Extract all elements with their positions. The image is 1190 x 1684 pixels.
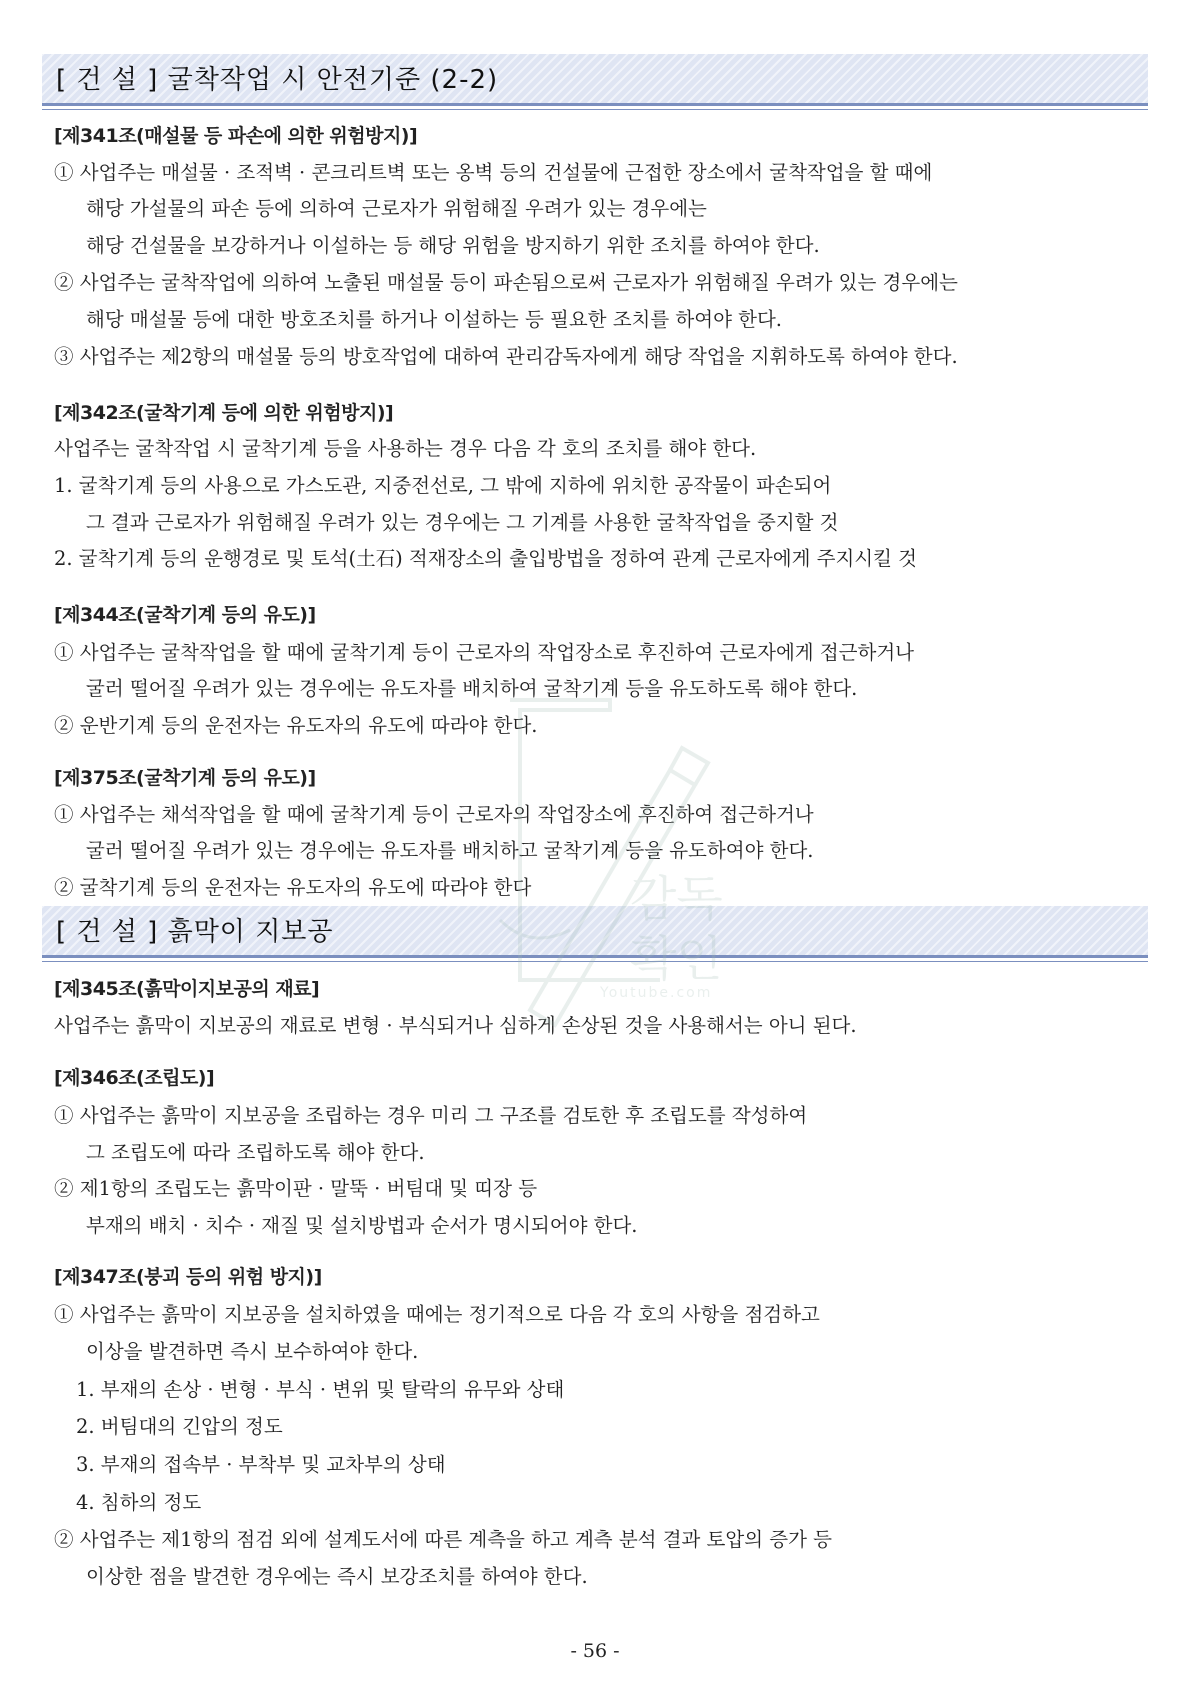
article-342-title: [제342조(굴착기계 등에 의한 위험방지)] <box>54 402 394 424</box>
article-344-line: ② 운반기계 등의 운전자는 유도자의 유도에 따라야 한다. <box>54 714 538 737</box>
article-346-line: 그 조립도에 따라 조립하도록 해야 한다. <box>86 1141 425 1164</box>
article-375-line: ② 굴착기계 등의 운전자는 유도자의 유도에 따라야 한다 <box>54 876 532 899</box>
article-344-title: [제344조(굴착기계 등의 유도)] <box>54 604 316 626</box>
article-346-title: [제346조(조립도)] <box>54 1067 215 1089</box>
article-375-title: [제375조(굴착기계 등의 유도)] <box>54 767 316 789</box>
section-title: [ 건 설 ] 흙막이 지보공 <box>56 917 334 947</box>
section-title: [ 건 설 ] 굴착작업 시 안전기준 (2-2) <box>56 65 499 95</box>
article-347-item: 4. 침하의 정도 <box>76 1491 202 1514</box>
article-344-line: ① 사업주는 굴착작업을 할 때에 굴착기계 등이 근로자의 작업장소로 후진하여 근로자에게 접근하거나 <box>54 641 915 664</box>
article-347-item: 3. 부재의 접속부 · 부착부 및 교차부의 상태 <box>76 1453 446 1476</box>
article-341-line: ③ 사업주는 제2항의 매설물 등의 방호작업에 대하여 관리감독자에게 해당 작업을 지휘하도록 하여야 한다. <box>54 345 958 368</box>
article-342-line: 1. 굴착기계 등의 사용으로 가스도관, 지중전선로, 그 밖에 지하에 위치한 공작물이 파손되어 <box>54 474 832 497</box>
article-341-line: ② 사업주는 굴착작업에 의하여 노출된 매설물 등이 파손됨으로써 근로자가 위험해질 우려가 있는 경우에는 <box>54 271 958 294</box>
article-347-line: ② 사업주는 제1항의 점검 외에 설계도서에 따른 계측을 하고 계측 분석 결과 토압의 증가 등 <box>54 1528 832 1551</box>
article-347-item: 2. 버팀대의 긴압의 정도 <box>76 1415 283 1438</box>
watermark-text: 감독 <box>630 871 723 927</box>
article-347-line: ① 사업주는 흙막이 지보공을 설치하였을 때에는 정기적으로 다음 각 호의 사항을 점검하고 <box>54 1303 820 1326</box>
article-341-line: ① 사업주는 매설물 · 조적벽 · 콘크리트벽 또는 옹벽 등의 건설물에 근접한 장소에서 굴착작업을 할 때에 <box>54 161 933 184</box>
article-375-line: 굴러 떨어질 우려가 있는 경우에는 유도자를 배치하고 굴착기계 등을 유도하여야 한다. <box>86 839 814 862</box>
article-345-title: [제345조(흙막이지보공의 재료] <box>54 978 320 1000</box>
article-345-line: 사업주는 흙막이 지보공의 재료로 변형 · 부식되거나 심하게 손상된 것을 사용해서는 아니 된다. <box>54 1014 857 1037</box>
article-342-line: 사업주는 굴착작업 시 굴착기계 등을 사용하는 경우 다음 각 호의 조치를 해야 한다. <box>54 437 757 460</box>
article-341-line: 해당 가설물의 파손 등에 의하여 근로자가 위험해질 우려가 있는 경우에는 <box>86 197 707 220</box>
article-344-line: 굴러 떨어질 우려가 있는 경우에는 유도자를 배치하여 굴착기계 등을 유도하도록 해야 한다. <box>86 677 858 700</box>
article-346-line: 부재의 배치 · 치수 · 재질 및 설치방법과 순서가 명시되어야 한다. <box>86 1214 638 1237</box>
article-375-line: ① 사업주는 채석작업을 할 때에 굴착기계 등이 근로자의 작업장소에 후진하여 접근하거나 <box>54 803 814 826</box>
watermark-url: Youtube.com <box>600 985 713 1001</box>
article-346-line: ② 제1항의 조립도는 흙막이판 · 말뚝 · 버팀대 및 띠장 등 <box>54 1177 538 1200</box>
watermark-text: 확인 <box>630 931 723 987</box>
article-347-line: 이상을 발견하면 즉시 보수하여야 한다. <box>86 1340 419 1363</box>
section-header-earth-retaining <box>42 906 1148 958</box>
article-347-title: [제347조(붕괴 등의 위험 방지)] <box>54 1266 322 1288</box>
article-346-line: ① 사업주는 흙막이 지보공을 조립하는 경우 미리 그 구조를 검토한 후 조립도를 작성하여 <box>54 1104 808 1127</box>
article-341-line: 해당 매설물 등에 대한 방호조치를 하거나 이설하는 등 필요한 조치를 하여야 한다. <box>86 308 783 331</box>
article-341-title: [제341조(매설물 등 파손에 의한 위험방지)] <box>54 125 418 147</box>
article-347-line: 이상한 점을 발견한 경우에는 즉시 보강조치를 하여야 한다. <box>86 1565 588 1588</box>
header-underline <box>42 961 1148 962</box>
article-342-line: 2. 굴착기계 등의 운행경로 및 토석(土石) 적재장소의 출입방법을 정하여 관계 근로자에게 주지시킬 것 <box>54 547 918 570</box>
page-number: - 56 - <box>570 1640 620 1662</box>
article-347-item: 1. 부재의 손상 · 변형 · 부식 · 변위 및 탈락의 유무와 상태 <box>76 1378 565 1401</box>
header-underline <box>42 109 1148 110</box>
article-341-line: 해당 건설물을 보강하거나 이설하는 등 해당 위험을 방지하기 위한 조치를 하여야 한다. <box>86 234 820 257</box>
section-header-excavation <box>42 54 1148 106</box>
article-342-line: 그 결과 근로자가 위험해질 우려가 있는 경우에는 그 기계를 사용한 굴착작업을 중지할 것 <box>86 511 839 534</box>
